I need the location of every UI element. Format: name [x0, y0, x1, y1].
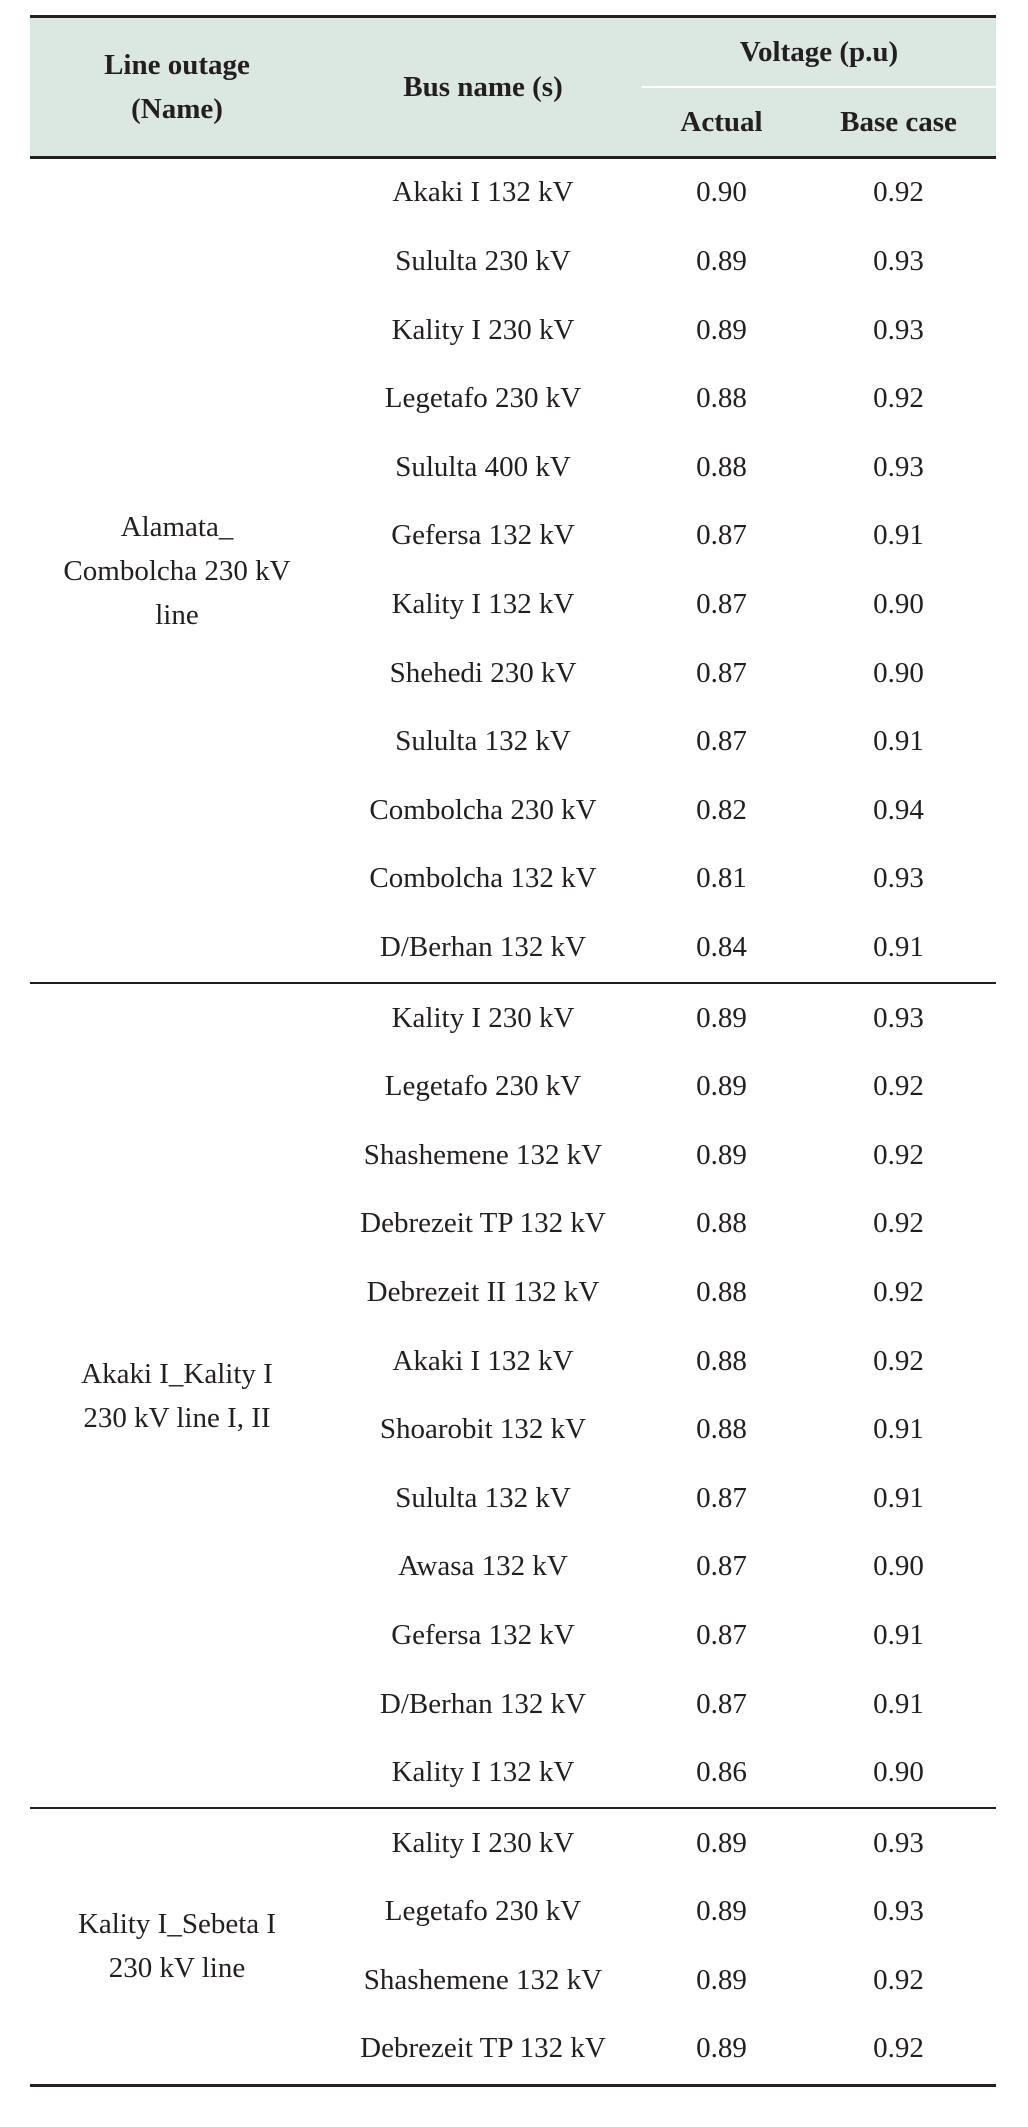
- base-case-voltage-cell: 0.91: [873, 1618, 924, 1651]
- bus-name-cell: Shashemene 132 kV: [363, 1963, 603, 1996]
- actual-voltage-cell: 0.87: [696, 1550, 747, 1583]
- base-case-voltage-cell: 0.91: [873, 1481, 924, 1514]
- base-case-voltage-cell: 0.90: [873, 656, 924, 689]
- header-voltage: Voltage (p.u): [642, 17, 996, 88]
- base-case-voltage-cell: 0.93: [873, 313, 924, 346]
- base-case-voltage-cell: 0.92: [873, 176, 924, 209]
- actual-voltage-cell: 0.87: [696, 1618, 747, 1651]
- actual-voltage-cell: 0.88: [696, 382, 747, 415]
- bus-name-cell: Shoarobit 132 kV: [379, 1413, 587, 1446]
- actual-voltage-cell: 0.87: [696, 725, 747, 758]
- base-case-voltage-cell: 0.93: [801, 983, 996, 1053]
- bus-name-cell: Combolcha 132 kV: [369, 862, 597, 895]
- voltage-table: [30, 15, 996, 2087]
- actual-voltage-cell: 0.88: [696, 1275, 747, 1308]
- base-case-voltage-cell: 0.93: [873, 450, 924, 483]
- line-outage-text-line: Alamata_: [120, 510, 234, 543]
- line-outage-text-line: line: [155, 598, 199, 631]
- bus-name-cell: D/Berhan 132 kV: [379, 1687, 587, 1720]
- bus-name-cell: Kality I 132 kV: [391, 588, 575, 621]
- base-case-voltage-cell: 0.92: [873, 382, 924, 415]
- base-case-voltage-cell: 0.90: [873, 1756, 924, 1789]
- base-case-voltage-cell: 0.92: [801, 2015, 996, 2085]
- actual-voltage-cell: 0.87: [696, 519, 747, 552]
- table-header: [30, 17, 996, 158]
- bus-name-cell: Sululta 400 kV: [395, 450, 571, 483]
- bus-name-cell: Gefersa 132 kV: [391, 1618, 575, 1651]
- actual-voltage-cell: 0.89: [696, 1138, 747, 1171]
- base-case-voltage-cell: 0.92: [873, 1275, 924, 1308]
- line-outage-text-line: 230 kV line: [108, 1952, 246, 1985]
- bus-name-cell: D/Berhan 132 kV: [379, 930, 587, 963]
- base-case-voltage-cell: 0.91: [873, 1687, 924, 1720]
- actual-voltage-cell: 0.87: [696, 1481, 747, 1514]
- actual-voltage-cell: 0.88: [696, 1344, 747, 1377]
- base-case-voltage-cell: 0.91: [873, 519, 924, 552]
- header-actual: Actual: [642, 87, 801, 158]
- table-row: [30, 1808, 996, 1878]
- actual-voltage-cell: 0.89: [642, 1808, 801, 1878]
- bus-name-cell: Sululta 230 kV: [395, 245, 571, 278]
- line-outage-text-line: Kality I_Sebeta I: [77, 1908, 277, 1941]
- header-line-outage: [30, 17, 324, 158]
- actual-voltage-cell: 0.88: [696, 1413, 747, 1446]
- actual-voltage-cell: 0.87: [696, 656, 747, 689]
- base-case-voltage-cell: 0.93: [873, 862, 924, 895]
- bus-name-cell: Debrezeit TP 132 kV: [360, 1207, 606, 1240]
- base-case-voltage-cell: 0.94: [873, 793, 924, 826]
- bus-name-cell: Shashemene 132 kV: [363, 1138, 603, 1171]
- bus-name-cell: Awasa 132 kV: [398, 1550, 568, 1583]
- base-case-voltage-cell: 0.90: [873, 588, 924, 621]
- bus-name-cell: Combolcha 230 kV: [369, 793, 597, 826]
- table-row: [30, 983, 996, 1053]
- bus-name-cell: Sululta 132 kV: [395, 725, 571, 758]
- actual-voltage-cell: 0.82: [696, 793, 747, 826]
- base-case-voltage-cell: 0.91: [873, 725, 924, 758]
- actual-voltage-cell: 0.81: [696, 862, 747, 895]
- bus-name-cell: Debrezeit II 132 kV: [366, 1275, 600, 1308]
- bus-name-cell: Kality I 230 kV: [324, 1808, 642, 1878]
- actual-voltage-cell: 0.89: [696, 313, 747, 346]
- bus-name-cell: Kality I 230 kV: [324, 983, 642, 1053]
- base-case-voltage-cell: 0.93: [873, 1895, 924, 1928]
- line-outage-name: [30, 983, 324, 1808]
- table-body: [30, 158, 996, 2086]
- base-case-voltage-cell: 0.92: [873, 1344, 924, 1377]
- actual-voltage-cell: 0.87: [696, 1687, 747, 1720]
- actual-voltage-cell: 0.87: [696, 588, 747, 621]
- base-case-voltage-cell: 0.92: [873, 1138, 924, 1171]
- base-case-voltage-cell: 0.92: [873, 1070, 924, 1103]
- actual-voltage-cell: 0.88: [696, 1207, 747, 1240]
- base-case-voltage-cell: 0.93: [873, 245, 924, 278]
- bus-name-cell: Kality I 230 kV: [391, 313, 575, 346]
- line-outage-name: [30, 1808, 324, 2085]
- bus-name-cell: Kality I 132 kV: [391, 1756, 575, 1789]
- base-case-voltage-cell: 0.90: [873, 1550, 924, 1583]
- actual-voltage-cell: 0.89: [696, 1895, 747, 1928]
- actual-voltage-cell: 0.86: [696, 1756, 747, 1789]
- bus-name-cell: Legetafo 230 kV: [384, 1895, 582, 1928]
- actual-voltage-cell: 0.89: [642, 983, 801, 1053]
- actual-voltage-cell: 0.84: [696, 930, 747, 963]
- actual-voltage-cell: 0.89: [696, 245, 747, 278]
- actual-voltage-cell: 0.90: [696, 176, 747, 209]
- bus-name-cell: Legetafo 230 kV: [384, 1070, 582, 1103]
- line-outage-text-line: 230 kV line I, II: [83, 1401, 271, 1434]
- line-outage-text-line: Akaki I_Kality I: [81, 1357, 273, 1390]
- table-row: [30, 158, 996, 228]
- base-case-voltage-cell: 0.93: [801, 1808, 996, 1878]
- actual-voltage-cell: 0.89: [696, 1070, 747, 1103]
- bus-name-cell: Debrezeit TP 132 kV: [324, 2015, 642, 2085]
- actual-voltage-cell: 0.89: [696, 1963, 747, 1996]
- header-line-outage-line-2: (Name): [131, 93, 223, 125]
- bus-name-cell: Akaki I 132 kV: [392, 176, 574, 209]
- header-base-case: Base case: [801, 87, 996, 158]
- base-case-voltage-cell: 0.92: [873, 1207, 924, 1240]
- bus-name-cell: Legetafo 230 kV: [384, 382, 582, 415]
- base-case-voltage-cell: 0.91: [873, 1413, 924, 1446]
- voltage-table-container: [30, 15, 996, 2087]
- header-bus-name: Bus name (s): [324, 17, 642, 158]
- actual-voltage-cell: 0.88: [696, 450, 747, 483]
- actual-voltage-cell: 0.89: [642, 2015, 801, 2085]
- line-outage-name: [30, 158, 324, 984]
- bus-name-cell: Sululta 132 kV: [395, 1481, 571, 1514]
- bus-name-cell: Akaki I 132 kV: [392, 1344, 574, 1377]
- header-line-outage-line-1: Line outage: [104, 49, 250, 81]
- base-case-voltage-cell: 0.92: [873, 1963, 924, 1996]
- bus-name-cell: Shehedi 230 kV: [389, 656, 577, 689]
- base-case-voltage-cell: 0.91: [873, 930, 924, 963]
- line-outage-text-line: Combolcha 230 kV: [63, 554, 291, 587]
- bus-name-cell: Gefersa 132 kV: [391, 519, 575, 552]
